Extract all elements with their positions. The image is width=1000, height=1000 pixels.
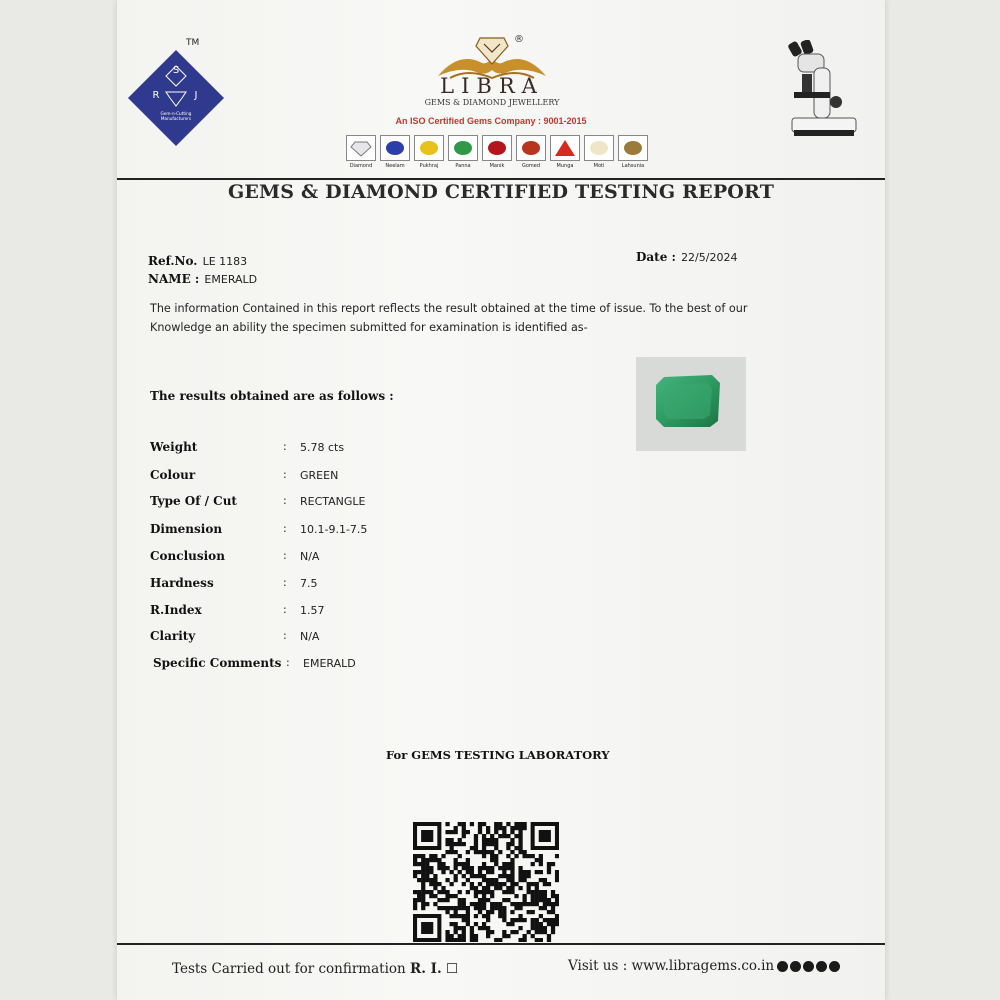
- ri-label: R. I.: [410, 961, 442, 977]
- result-row: [150, 603, 450, 623]
- result-row: [150, 549, 450, 569]
- footer-website: [568, 958, 840, 974]
- sapphire-icon: [380, 135, 410, 161]
- result-key: Type Of / Cut: [150, 494, 237, 508]
- result-separator: :: [283, 576, 287, 589]
- pearl-icon: [584, 135, 614, 161]
- gem-item: [379, 135, 411, 169]
- gem-label: Moti: [593, 163, 605, 169]
- rsj-letter-j: J: [194, 90, 198, 101]
- result-row: [153, 656, 453, 676]
- result-separator: :: [283, 603, 287, 616]
- facebook-icon[interactable]: [777, 961, 788, 972]
- result-row: [150, 494, 450, 514]
- result-key: Weight: [150, 440, 198, 454]
- gem-label: Diamond: [349, 163, 373, 169]
- footer-tests-note: [172, 961, 458, 977]
- website-link[interactable]: Visit us : www.libragems.co.in: [568, 958, 775, 974]
- libra-registered-mark: ®: [514, 34, 524, 45]
- diamond-icon: [346, 135, 376, 161]
- qr-code[interactable]: [413, 822, 559, 942]
- youtube-icon[interactable]: [816, 961, 827, 972]
- rsj-tagline-2: Manufacturers: [160, 116, 192, 121]
- result-separator: :: [286, 656, 290, 669]
- gem-item: [549, 135, 581, 169]
- name-label: NAME :: [148, 272, 200, 286]
- result-separator: :: [283, 629, 287, 642]
- gem-item: [481, 135, 513, 169]
- result-row: [150, 629, 450, 649]
- result-key: Clarity: [150, 629, 196, 643]
- date-label: Date :: [636, 250, 676, 264]
- rsj-letter-s: S: [172, 65, 180, 76]
- gem-label: Manik: [489, 163, 505, 169]
- ref-label: Ref.No.: [148, 254, 198, 268]
- for-lab-signature: For GEMS TESTING LABORATORY: [386, 748, 610, 762]
- result-key: R.Index: [150, 603, 202, 617]
- twitter-icon[interactable]: [803, 961, 814, 972]
- iso-certification-text: An ISO Certified Gems Company : 9001-2015: [395, 116, 587, 126]
- gem-item: [515, 135, 547, 169]
- result-row: [150, 468, 450, 488]
- result-separator: :: [283, 522, 287, 535]
- cats-eye-icon: [618, 135, 648, 161]
- result-row: [150, 522, 450, 542]
- libra-brand-name: LIBRA: [440, 74, 544, 98]
- result-value: 7.5: [300, 577, 318, 590]
- result-separator: :: [283, 468, 287, 481]
- intro-paragraph: The information Contained in this report reflects the result obtained at the time of issue. To the best of our Knowledge an ability the specimen submitted for examination is identified as-: [150, 302, 748, 334]
- ruby-icon: [482, 135, 512, 161]
- topaz-icon: [414, 135, 444, 161]
- footer-divider: [117, 943, 885, 945]
- gem-label: Gomed: [521, 163, 541, 169]
- result-separator: :: [283, 494, 287, 507]
- rsj-tagline-1: Gem-n-Cutting: [160, 111, 192, 116]
- gem-item: [345, 135, 377, 169]
- result-value: 1.57: [300, 604, 325, 617]
- result-key: Conclusion: [150, 549, 225, 563]
- gem-label: Panna: [455, 163, 471, 169]
- gem-item: [583, 135, 615, 169]
- gem-label: Pukhraj: [419, 163, 439, 169]
- ref-value: LE 1183: [202, 255, 248, 268]
- specimen-name: [148, 268, 257, 287]
- coral-icon: [550, 135, 580, 161]
- result-value: 5.78 cts: [300, 441, 345, 454]
- gem-item: [617, 135, 649, 169]
- gem-label: Munga: [556, 163, 574, 169]
- result-value: EMERALD: [303, 657, 356, 670]
- result-value: RECTANGLE: [300, 495, 366, 508]
- ri-checkbox: ☐: [445, 961, 459, 977]
- header-divider: [117, 178, 885, 180]
- result-separator: :: [283, 549, 287, 562]
- name-value: EMERALD: [204, 273, 258, 286]
- gem-label: Lahsunia: [621, 163, 645, 169]
- date-value: 22/5/2024: [681, 251, 738, 264]
- ref-number: [148, 250, 247, 269]
- gem-item: [413, 135, 445, 169]
- libra-subtitle: GEMS & DIAMOND JEWELLERY: [424, 98, 560, 107]
- rsj-logo: [126, 48, 226, 148]
- result-value: 10.1-9.1-7.5: [300, 523, 368, 536]
- result-key: Colour: [150, 468, 196, 482]
- emerald-icon: [448, 135, 478, 161]
- result-separator: :: [283, 440, 287, 453]
- result-value: N/A: [300, 550, 320, 563]
- specimen-photo: [636, 357, 746, 451]
- instagram-icon[interactable]: [829, 961, 840, 972]
- result-key: Dimension: [150, 522, 223, 536]
- result-value: GREEN: [300, 469, 339, 482]
- result-value: N/A: [300, 630, 320, 643]
- report-title: GEMS & DIAMOND CERTIFIED TESTING REPORT: [227, 181, 775, 203]
- rsj-trademark: TM: [186, 38, 200, 48]
- result-row: [150, 440, 450, 460]
- results-heading: The results obtained are as follows :: [150, 389, 394, 403]
- whatsapp-icon[interactable]: [790, 961, 801, 972]
- result-key: Hardness: [150, 576, 214, 590]
- gem-label: Neelam: [385, 163, 405, 169]
- result-row: [150, 576, 450, 596]
- result-key: Specific Comments: [153, 656, 282, 670]
- hessonite-icon: [516, 135, 546, 161]
- tests-text: Tests Carried out for confirmation: [172, 961, 406, 977]
- report-date: [636, 246, 737, 265]
- microscope-icon: [784, 40, 860, 140]
- rsj-letter-r: R: [152, 90, 160, 101]
- gemstone-row: [345, 135, 649, 169]
- gem-item: [447, 135, 479, 169]
